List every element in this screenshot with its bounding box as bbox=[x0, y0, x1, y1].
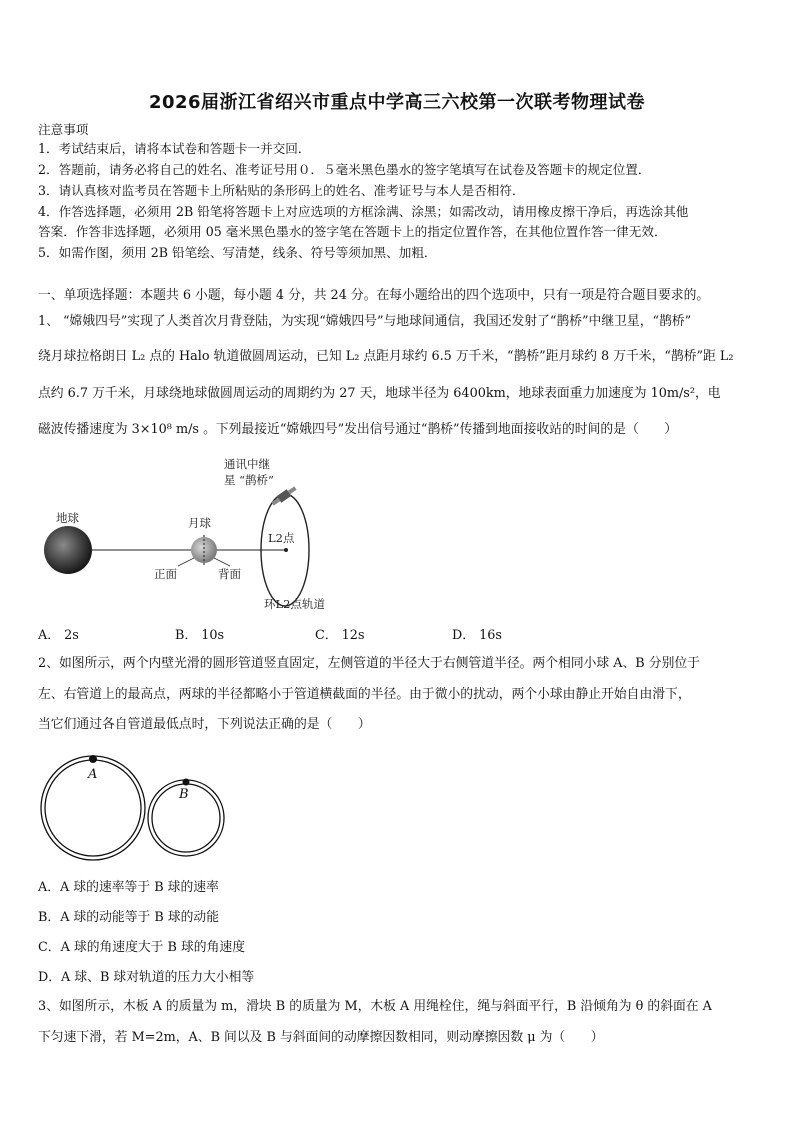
relay-label-1: 通讯中继 bbox=[224, 457, 270, 471]
q1-text-line: 磁波传播速度为 3×10⁸ m/s 。下列最接近“嫦娥四号”发出信号通过“鹊桥”传播到地面接收站的时间的是（ ） bbox=[38, 422, 678, 437]
q2-text-line: 左、右管道上的最高点，两球的半径都略小于管道横截面的半径。由于微小的扰动，两个小球由静止开始自由滑下， bbox=[38, 687, 691, 702]
exam-title: 2026届浙江省绍兴市重点中学高三六校第一次联考物理试卷 bbox=[148, 92, 646, 113]
q2-option-a[interactable]: A．A 球的速率等于 B 球的速率 bbox=[38, 880, 219, 895]
notice-item: 2．答题前，请务必将自己的姓名、准考证号用０．５毫米黑色墨水的签字笔填写在试卷及答题卡的规定位置． bbox=[38, 162, 651, 177]
l2-label: L2点 bbox=[268, 531, 295, 545]
q1-option-c[interactable]: C． 12s bbox=[315, 628, 365, 643]
ball-b-label: B bbox=[179, 787, 189, 802]
section-heading: 一、单项选择题：本题共 6 小题，每小题 4 分，共 24 分。在每小题给出的四个选项中，只有一项是符合题目要求的。 bbox=[38, 288, 710, 303]
orbit-label: 环L2点轨道 bbox=[264, 597, 325, 611]
relay-satellite-icon bbox=[270, 485, 298, 508]
back-label: 背面 bbox=[218, 567, 241, 581]
earth-label: 地球 bbox=[56, 511, 79, 525]
q2-option-b[interactable]: B．A 球的动能等于 B 球的动能 bbox=[38, 910, 220, 925]
front-label: 正面 bbox=[154, 567, 177, 581]
q1-options bbox=[38, 624, 758, 642]
ball-b-icon bbox=[183, 779, 190, 786]
q1-text-line: 1、 “嫦娥四号”实现了人类首次月背登陆，为实现“嫦娥四号”与地球间通信，我国还发射了“鹊桥”中继卫星，“鹊桥” bbox=[38, 314, 692, 329]
ball-a-label: A bbox=[88, 767, 98, 782]
q2-option-d[interactable]: D．A 球、B 球对轨道的压力大小相等 bbox=[38, 970, 255, 985]
ball-a-icon bbox=[89, 755, 97, 763]
q1-option-a[interactable]: A． 2s bbox=[38, 628, 79, 643]
q1-option-b[interactable]: B． 10s bbox=[175, 628, 225, 643]
q2-figure bbox=[38, 750, 238, 865]
l2-point bbox=[284, 548, 288, 552]
q2-option-c[interactable]: C．A 球的角速度大于 B 球的角速度 bbox=[38, 940, 245, 955]
q1-text-line: 点约 6.7 万千米，月球绕地球做圆周运动的周期约为 27 天，地球半径为 6400km，地球表面重力加速度为 10m/s²，电 bbox=[38, 386, 721, 401]
notice-item: 答案．作答非选择题，必须用 05 毫米黑色墨水的签字笔在答题卡上的指定位置作答，在其他位置作答一律无效． bbox=[38, 224, 667, 239]
notice-item: 1．考试结束后，请将本试卷和答题卡一并交回． bbox=[38, 141, 311, 156]
notice-item: 3．请认真核对监考员在答题卡上所粘贴的条形码上的姓名、准考证号与本人是否相符． bbox=[38, 183, 525, 198]
relay-label-2: 星 “鹊桥” bbox=[224, 473, 274, 487]
q2-text-line: 2、如图所示，两个内壁光滑的圆形管道竖直固定，左侧管道的半径大于右侧管道半径。两个相同小球 A、B 分别位于 bbox=[38, 656, 700, 671]
moon-label: 月球 bbox=[188, 516, 211, 530]
q1-figure bbox=[38, 450, 398, 620]
notice-item: 4．作答选择题，必须用 2B 铅笔将答题卡上对应选项的方框涂满、涂黑；如需改动，请用橡皮擦干净后，再选涂其他 bbox=[38, 204, 689, 219]
notice-item: 5．如需作图，须用 2B 铅笔绘、写清楚，线条、符号等须加黑、加粗． bbox=[38, 245, 437, 260]
q3-text-line: 下匀速下滑，若 M=2m，A、B 间以及 B 与斜面间的动摩擦因数相同，则动摩擦因数 μ 为（ ） bbox=[38, 1030, 604, 1045]
notice-heading: 注意事项 bbox=[38, 122, 89, 137]
q1-text-line: 绕月球拉格朗日 L₂ 点的 Halo 轨道做圆周运动，已知 L₂ 点距月球约 6.5 万千米，“鹊桥”距月球约 8 万千米，“鹊桥”距 L₂ bbox=[38, 349, 734, 364]
q3-text-line: 3、如图所示，木板 A 的质量为 m，滑块 B 的质量为 M，木板 A 用绳栓住，绳与斜面平行，B 沿倾角为 θ 的斜面在 A bbox=[38, 999, 712, 1014]
q2-text-line: 当它们通过各自管道最低点时，下列说法正确的是（ ） bbox=[38, 717, 371, 732]
q1-option-d[interactable]: D． 16s bbox=[452, 628, 502, 643]
earth-icon bbox=[44, 526, 92, 574]
